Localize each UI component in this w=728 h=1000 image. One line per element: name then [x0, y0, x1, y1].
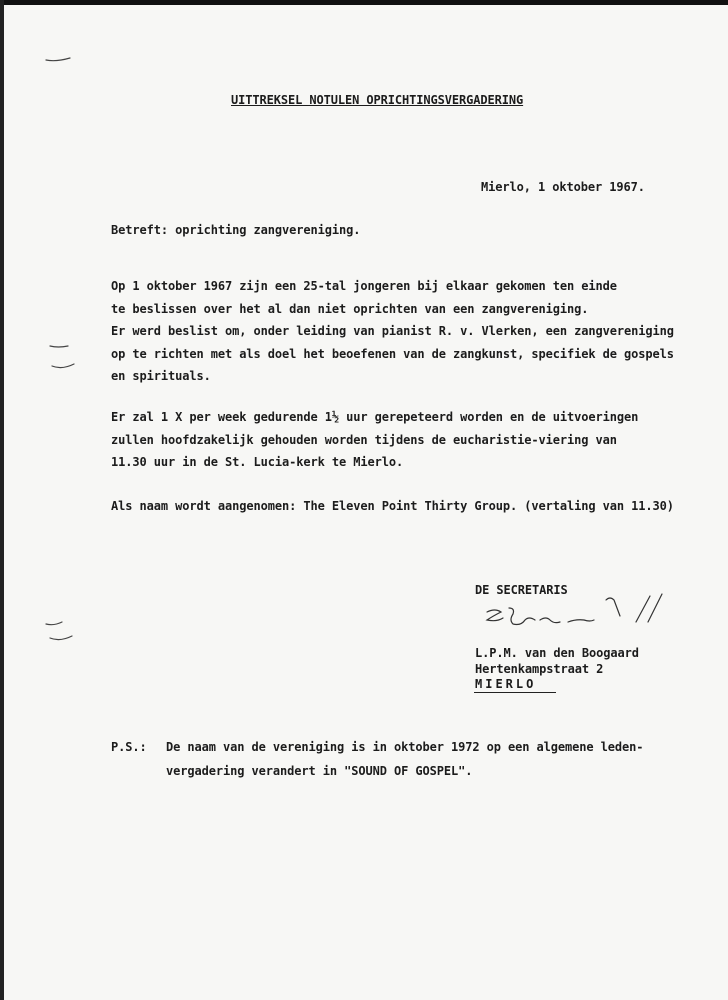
paragraph1-line-3: Er werd beslist om, onder leiding van pianist R. v. Vlerken, een zangvereniging — [111, 324, 674, 338]
paragraph2-line-3: 11.30 uur in de St. Lucia-kerk te Mierlo. — [111, 455, 404, 469]
paragraph1-line-1: Op 1 oktober 1967 zijn een 25-tal jongeren bij elkaar gekomen ten einde — [111, 279, 617, 293]
paragraph2-line-2: zullen hoofdzakelijk gehouden worden tijdens de eucharistie-viering van — [111, 433, 617, 447]
postscript-line-2: vergadering verandert in "SOUND OF GOSPEL". — [166, 764, 473, 778]
signature-role: DE SECRETARIS — [475, 583, 568, 597]
signature-name: L.P.M. van den Boogaard — [475, 646, 639, 660]
postscript-label: P.S.: — [111, 740, 147, 754]
postscript-line-1: De naam van de vereniging is in oktober 1972 op een algemene leden- — [166, 740, 644, 754]
subject-line: Betreft: oprichting zangvereniging. — [111, 223, 361, 237]
signature-city: MIERLO — [475, 677, 537, 691]
document-title: UITTREKSEL NOTULEN OPRICHTINGSVERGADERING — [231, 93, 524, 107]
paragraph3: Als naam wordt aangenomen: The Eleven Point Thirty Group. (vertaling van 11.30) — [111, 499, 674, 513]
paragraph1-line-5: en spirituals. — [111, 369, 211, 383]
paragraph2-line-1: Er zal 1 X per week gedurende 1½ uur gerepeteerd worden en de uitvoeringen — [111, 410, 639, 424]
signature-street: Hertenkampstraat 2 — [475, 662, 604, 676]
paragraph1-line-2: te beslissen over het al dan niet oprichten van een zangvereniging. — [111, 302, 589, 316]
date-line: Mierlo, 1 oktober 1967. — [481, 180, 645, 194]
paragraph1-line-4: op te richten met als doel het beoefenen van de zangkunst, specifiek de gospels — [111, 347, 674, 361]
